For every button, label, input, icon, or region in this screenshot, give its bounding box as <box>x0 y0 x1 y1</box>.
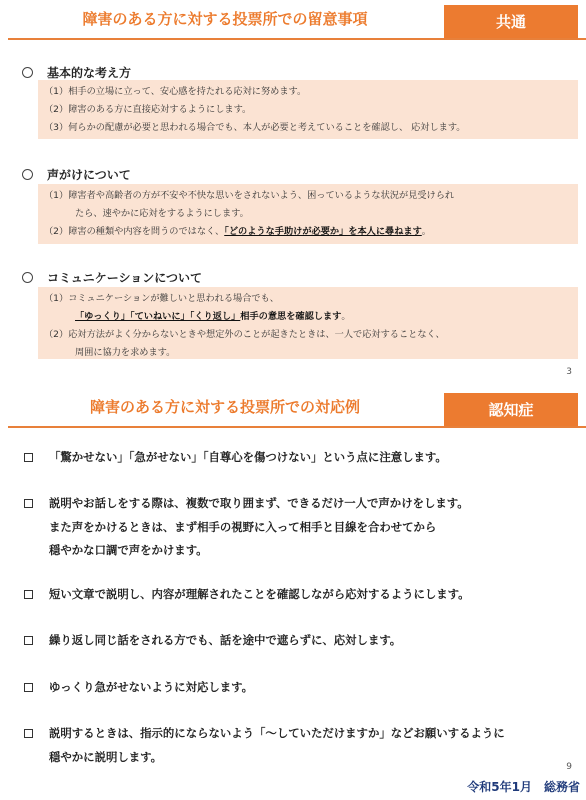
greeting-line-2-end: 。 <box>421 226 431 237</box>
circle-bullet-icon <box>22 169 33 180</box>
header-rule <box>8 38 586 40</box>
basic-line-3: （3）何らかの配慮が必要と思われる場合でも、本人が必要と考えていることを確認し、 応対します。 <box>44 122 466 133</box>
section-greeting-box <box>38 184 578 244</box>
basic-line-2: （2）障害のある方に直接応対するようにします。 <box>44 104 252 115</box>
page2-title: 障害のある方に対する投票所での対応例 <box>89 398 360 416</box>
footer-issuer: 令和5年1月 総務省 <box>467 780 580 794</box>
item-line: また声をかけるときは、まず相手の視野に入って相手と目線を合わせてから <box>49 519 437 534</box>
circle-bullet-icon <box>22 272 33 283</box>
greeting-line-1-cont: たら、速やかに応対をするようにします。 <box>75 208 249 219</box>
item-line: 説明やお話しをする際は、複数で取り囲まず、できるだけ一人で声かけをします。 <box>49 496 469 510</box>
greeting-emphasis: 「どのような手助けが必要か」を本人に尋ねます <box>224 226 422 237</box>
communication-emphasis: 「ゆっくり」「ていねいに」「くり返し」 <box>75 311 241 322</box>
communication-line-1-cont <box>44 308 570 326</box>
page1-header <box>0 0 586 40</box>
checklist-item-1 <box>24 446 574 470</box>
item-line: 短い文章で説明し、内容が理解されたことを確認しながら応対するようにします。 <box>49 587 470 601</box>
checkbox-icon <box>24 636 33 645</box>
checkbox-icon <box>24 499 33 508</box>
page1-title: 障害のある方に対する投票所での留意事項 <box>82 10 368 28</box>
section-title: コミュニケーションについて <box>47 271 203 285</box>
page-number-3: 3 <box>566 367 572 377</box>
greeting-line-2-text: （2）障害の種類や内容を問うのではなく、 <box>44 226 225 237</box>
communication-line-2: （2）応対方法がよく分からないときや想定外のことが起きたときは、一人で応対することなく、 <box>44 329 445 340</box>
checkbox-icon <box>24 590 33 599</box>
section-basic-heading <box>22 62 131 81</box>
item-line: ゆっくり急がせないように対応します。 <box>49 680 254 694</box>
section-communication-heading <box>22 267 202 286</box>
checkbox-icon <box>24 729 33 738</box>
section-communication-box <box>38 287 578 359</box>
checklist-item-5 <box>24 676 574 700</box>
item-line: 説明するときは、指示的にならないよう「〜していただけますか」などお願いするように <box>49 726 505 740</box>
checkbox-icon <box>24 683 33 692</box>
page-number-9: 9 <box>566 762 572 772</box>
item-line: 繰り返し同じ話をされる方でも、話を途中で遮らずに、応対します。 <box>49 633 402 647</box>
header-rule <box>8 426 586 428</box>
basic-line-1: （1）相手の立場に立って、安心感を持たれる応対に努めます。 <box>44 86 307 97</box>
greeting-line-2 <box>44 223 570 241</box>
checkbox-icon <box>24 453 33 462</box>
checklist-item-2 <box>24 492 574 563</box>
section-greeting-heading <box>22 164 131 183</box>
checklist-item-4 <box>24 629 574 653</box>
checklist-item-3 <box>24 583 574 607</box>
page2-header <box>0 388 586 428</box>
communication-line-1: （1）コミュニケーションが難しいと思われる場合でも、 <box>44 293 279 304</box>
item-line: 穏やかな口調で声をかけます。 <box>49 543 208 557</box>
communication-period: 。 <box>341 311 351 322</box>
section-basic-box <box>38 80 578 139</box>
circle-bullet-icon <box>22 67 33 78</box>
page1-category-tag: 共通 <box>444 5 578 40</box>
page2-category-tag: 認知症 <box>444 393 578 428</box>
communication-line-2-cont: 周囲に協力を求めます。 <box>75 347 176 358</box>
section-title: 基本的な考え方 <box>47 66 132 80</box>
greeting-line-1: （1）障害者や高齢者の方が不安や不快な思いをされないよう、困っているような状況が見受けられ <box>44 190 455 201</box>
checklist-item-6 <box>24 722 574 769</box>
item-line: 穏やかに説明します。 <box>49 749 162 764</box>
section-title: 声がけについて <box>47 168 131 182</box>
communication-bold: 相手の意思を確認します <box>240 311 342 322</box>
item-line: 「驚かせない」「急がせない」「自尊心を傷つけない」という点に注意します。 <box>49 450 447 464</box>
